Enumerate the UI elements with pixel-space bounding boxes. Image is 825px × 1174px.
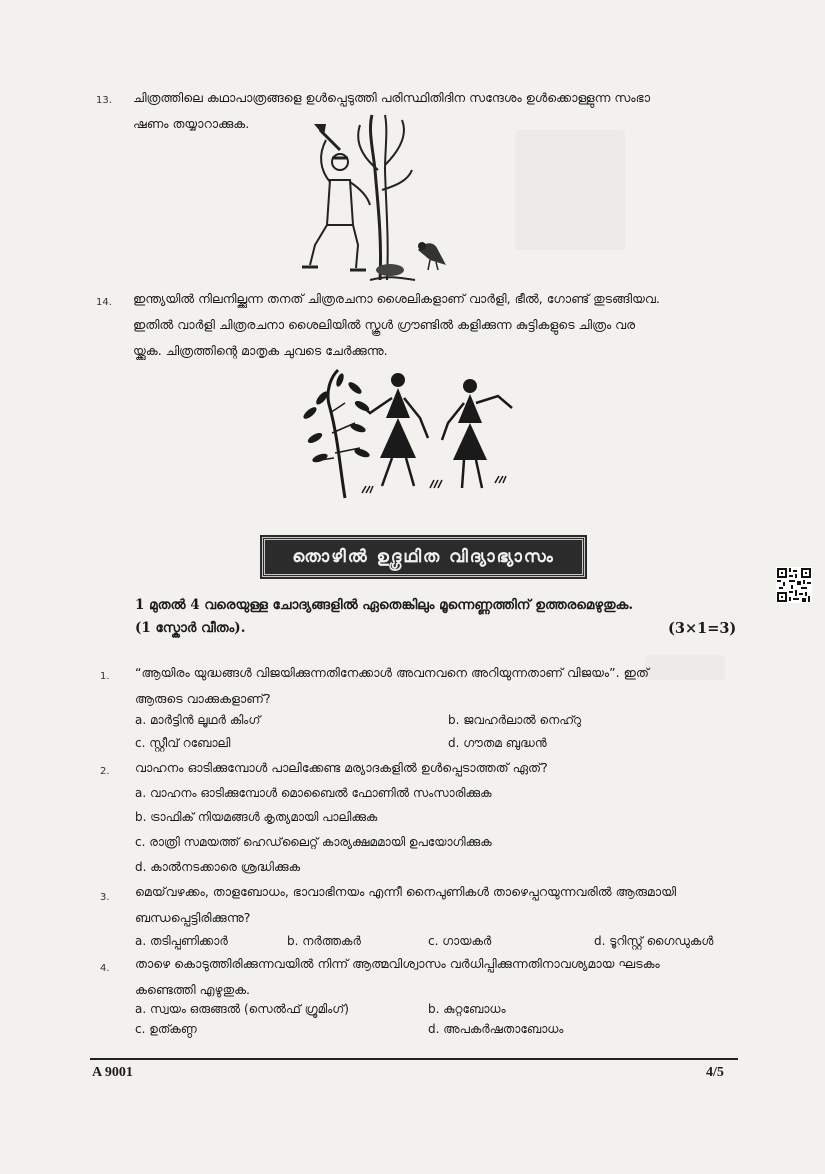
question-3-option-a: a. തടിപ്പണിക്കാർ: [135, 934, 228, 948]
paper-code: A 9001: [92, 1065, 133, 1080]
question-3-line: മെയ്‌വഴക്കം, താളബോധം, ഭാവാഭിനയം എന്നീ നൈപുണികൾ താഴെപ്പറയുന്നവരിൽ ആരുമായി: [135, 884, 677, 899]
question-1-option-d: d. ഗൗതമ ബുദ്ധൻ: [448, 736, 547, 750]
question-2-line: വാഹനം ഓടിക്കുമ്പോൾ പാലിക്കേണ്ട മര്യാദകളിൽ ഉൾപ്പെടാത്തത് ഏത്?: [135, 760, 548, 775]
question-2-option-b: b. ട്രാഫിക് നിയമങ്ങൾ കൃത്യമായി പാലിക്കുക: [135, 810, 378, 824]
question-3-line: ബന്ധപ്പെട്ടിരിക്കുന്നു?: [135, 910, 251, 925]
question-2-number: 2.: [100, 766, 110, 777]
question-2-option-d: d. കാൽനടക്കാരെ ശ്രദ്ധിക്കുക: [135, 860, 301, 874]
woodcutter-tree-crow-illustration: [290, 110, 460, 285]
scan-smudge: [515, 130, 625, 250]
question-14-line: ഇതിൽ വാർളി ചിത്രരചനാ ശൈലിയിൽ സ്കൂൾ ഗ്രൗണ്ടിൽ കളിക്കുന്ന കുട്ടികളുടെ ചിത്രം വര: [133, 317, 636, 332]
qr-code-icon: [776, 567, 812, 603]
page-number: 4/5: [706, 1065, 724, 1080]
instruction-score-note: (1 സ്കോർ വീതം).: [135, 620, 246, 636]
question-2-option-c: c. രാത്രി സമയത്ത് ഹെഡ്‌ലൈറ്റ് കാര്യക്ഷമമായി ഉപയോഗിക്കുക: [135, 835, 492, 849]
question-3-option-d: d. ടൂറിസ്റ്റ് ഗൈഡുകൾ: [594, 934, 714, 948]
question-4-line: താഴെ കൊടുത്തിരിക്കുന്നവയിൽ നിന്ന് ആത്മവിശ്വാസം വർധിപ്പിക്കുന്നതിനാവശ്യമായ ഘടകം: [135, 956, 660, 971]
instruction-line: 1 മുതൽ 4 വരെയുള്ള ചോദ്യങ്ങളിൽ ഏതെങ്കിലും മൂന്നെണ്ണത്തിന് ഉത്തരമെഴുതുക.: [135, 597, 634, 613]
question-4-option-d: d. അപകർഷതാബോധം: [428, 1022, 564, 1036]
question-14-number: 14.: [96, 297, 112, 308]
question-4-line: കണ്ടെത്തി എഴുതുക.: [135, 982, 250, 997]
question-4-option-b: b. കുറ്റബോധം: [428, 1002, 506, 1016]
question-3-text: [135, 879, 755, 931]
score-total: (3×1=3): [668, 620, 737, 637]
question-4-number: 4.: [100, 963, 110, 974]
question-1-number: 1.: [100, 671, 110, 682]
question-3-number: 3.: [100, 892, 110, 903]
question-4-text: [135, 951, 755, 1003]
question-14-line: ഇന്ത്യയിൽ നിലനില്ക്കുന്ന തനത് ചിത്രരചനാ ശൈലികളാണ് വാർളി, ഭീൽ, ഗോണ്ട് തുടങ്ങിയവ.: [133, 291, 660, 306]
question-1-option-b: b. ജവഹർലാൽ നെഹ്റു: [448, 713, 581, 727]
question-13-number: 13.: [96, 95, 112, 106]
warli-art-sample-illustration: [300, 368, 525, 503]
section-banner: തൊഴിൽ ഉദ്ഗ്രഥിത വിദ്യാഭ്യാസം: [262, 537, 585, 577]
question-13-line: ചിത്രത്തിലെ കഥാപാത്രങ്ങളെ ഉൾപ്പെടുത്തി പരിസ്ഥിതിദിന സന്ദേശം ഉൾക്കൊള്ളുന്ന സംഭാ: [133, 90, 651, 105]
question-13-line: ഷണം തയ്യാറാക്കുക.: [133, 116, 250, 131]
footer-rule: [90, 1058, 738, 1060]
question-4-option-a: a. സ്വയം ഒരുങ്ങൽ (സെൽഫ് ഗ്രൂമിംഗ്): [135, 1002, 349, 1016]
question-3-option-b: b. നർത്തകർ: [287, 934, 361, 948]
question-14-text: [133, 286, 748, 364]
question-4-option-c: c. ഉത്കണ്ഠ: [135, 1022, 197, 1036]
question-3-option-c: c. ഗായകർ: [428, 934, 492, 948]
question-2-option-a: a. വാഹനം ഓടിക്കുമ്പോൾ മൊബൈൽ ഫോണിൽ സംസാരിക്കുക: [135, 786, 492, 800]
question-14-line: യ്ക്കുക. ചിത്രത്തിന്റെ മാതൃക ചുവടെ ചേർക്കുന്നു.: [133, 343, 388, 358]
question-1-option-c: c. സ്റ്റീവ് റബോലി: [135, 736, 231, 750]
question-1-line: ആരുടെ വാക്കുകളാണ്?: [135, 691, 271, 706]
question-1-line: “ആയിരം യുദ്ധങ്ങൾ വിജയിക്കുന്നതിനേക്കാൾ അവനവനെ അറിയുന്നതാണ് വിജയം”. ഇത്: [135, 665, 649, 680]
question-1-option-a: a. മാർട്ടിൻ ലൂഥർ കിംഗ്: [135, 713, 261, 727]
question-1-text: [135, 660, 750, 712]
